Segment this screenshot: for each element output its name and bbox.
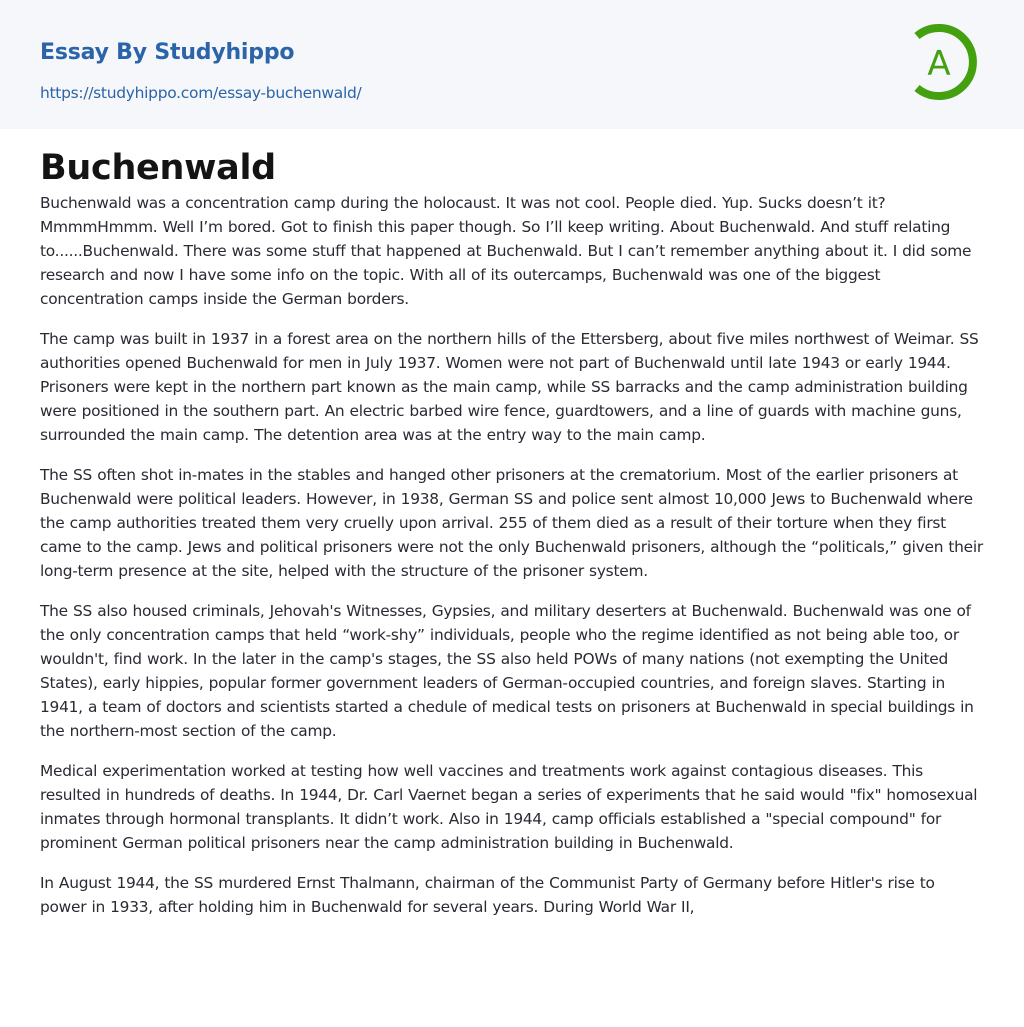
essay-paragraph: Medical experimentation worked at testing how well vaccines and treatments work against contagious diseases. This resulted in hundreds of deaths. In 1944, Dr. Carl Vaernet began a series of experiments that he said would "fix" homosexual inmates through hormonal transplants. It didn’t work. Also in 1944, camp officials established a "special compound" for prominent German political prisoners near the camp administration building in Buchenwald. (40, 762, 978, 852)
essay-url-link[interactable]: https://studyhippo.com/essay-buchenwald/ (40, 84, 362, 102)
essay-paragraph: The SS often shot in-mates in the stables and hanged other prisoners at the crematorium. Most of the earlier prisoners at Buchenwald were political leaders. However, in 1938, German SS and police sent almost 10,000 Jews to Buchenwald where the camp authorities treated them very cruelly upon arrival. 255 of them died as a result of their torture when they first came to the camp. Jews and political prisoners were not the only Buchenwald prisoners, although the “politicals,” given their long-term presence at the site, helped with the structure of the prisoner system. (40, 466, 983, 580)
essay-content (0, 149, 1024, 919)
essay-paragraph: The camp was built in 1937 in a forest area on the northern hills of the Ettersberg, about five miles northwest of Weimar. SS authorities opened Buchenwald for men in July 1937. Women were not part of Buchenwald until late 1943 or early 1944. Prisoners were kept in the northern part known as the main camp, while SS barracks and the camp administration building were positioned in the southern part. An electric barbed wire fence, guardtowers, and a line of guards with machine guns, surrounded the main camp. The detention area was at the entry way to the main camp. (40, 330, 979, 444)
essay-paragraph: In August 1944, the SS murdered Ernst Thalmann, chairman of the Communist Party of Germany before Hitler's rise to power in 1933, after holding him in Buchenwald for several years. During World War II, (40, 874, 935, 916)
site-title: Essay By Studyhippo (40, 40, 295, 65)
essay-paragraph: The SS also housed criminals, Jehovah's Witnesses, Gypsies, and military deserters at Buchenwald. Buchenwald was one of the only concentration camps that held “work-shy” individuals, people who the regime identified as not being able too, or wouldn't, find work. In the later in the camp's stages, the SS also held POWs of many nations (not exempting the United States), early hippies, popular former government leaders of German-occupied countries, and foreign slaves. Starting in 1941, a team of doctors and scientists started a chedule of medical tests on prisoners at Buchenwald in special buildings in the northern-most section of the camp. (40, 602, 974, 740)
svg-text:A: A (927, 44, 951, 84)
page-title: Buchenwald (40, 148, 276, 188)
site-header (0, 0, 1024, 129)
studyhippo-logo-icon[interactable] (908, 18, 988, 106)
essay-paragraph: Buchenwald was a concentration camp during the holocaust. It was not cool. People died. Yup. Sucks doesn’t it? MmmmHmmm. Well I’m bored. Got to finish this paper though. So I’ll keep writing. About Buchenwald. And stuff relating to......Buchenwald. There was some stuff that happened at Buchenwald. But I can’t remember anything about it. I did some research and now I have some info on the topic. With all of its outercamps, Buchenwald was one of the biggest concentration camps inside the German borders. (40, 194, 972, 308)
